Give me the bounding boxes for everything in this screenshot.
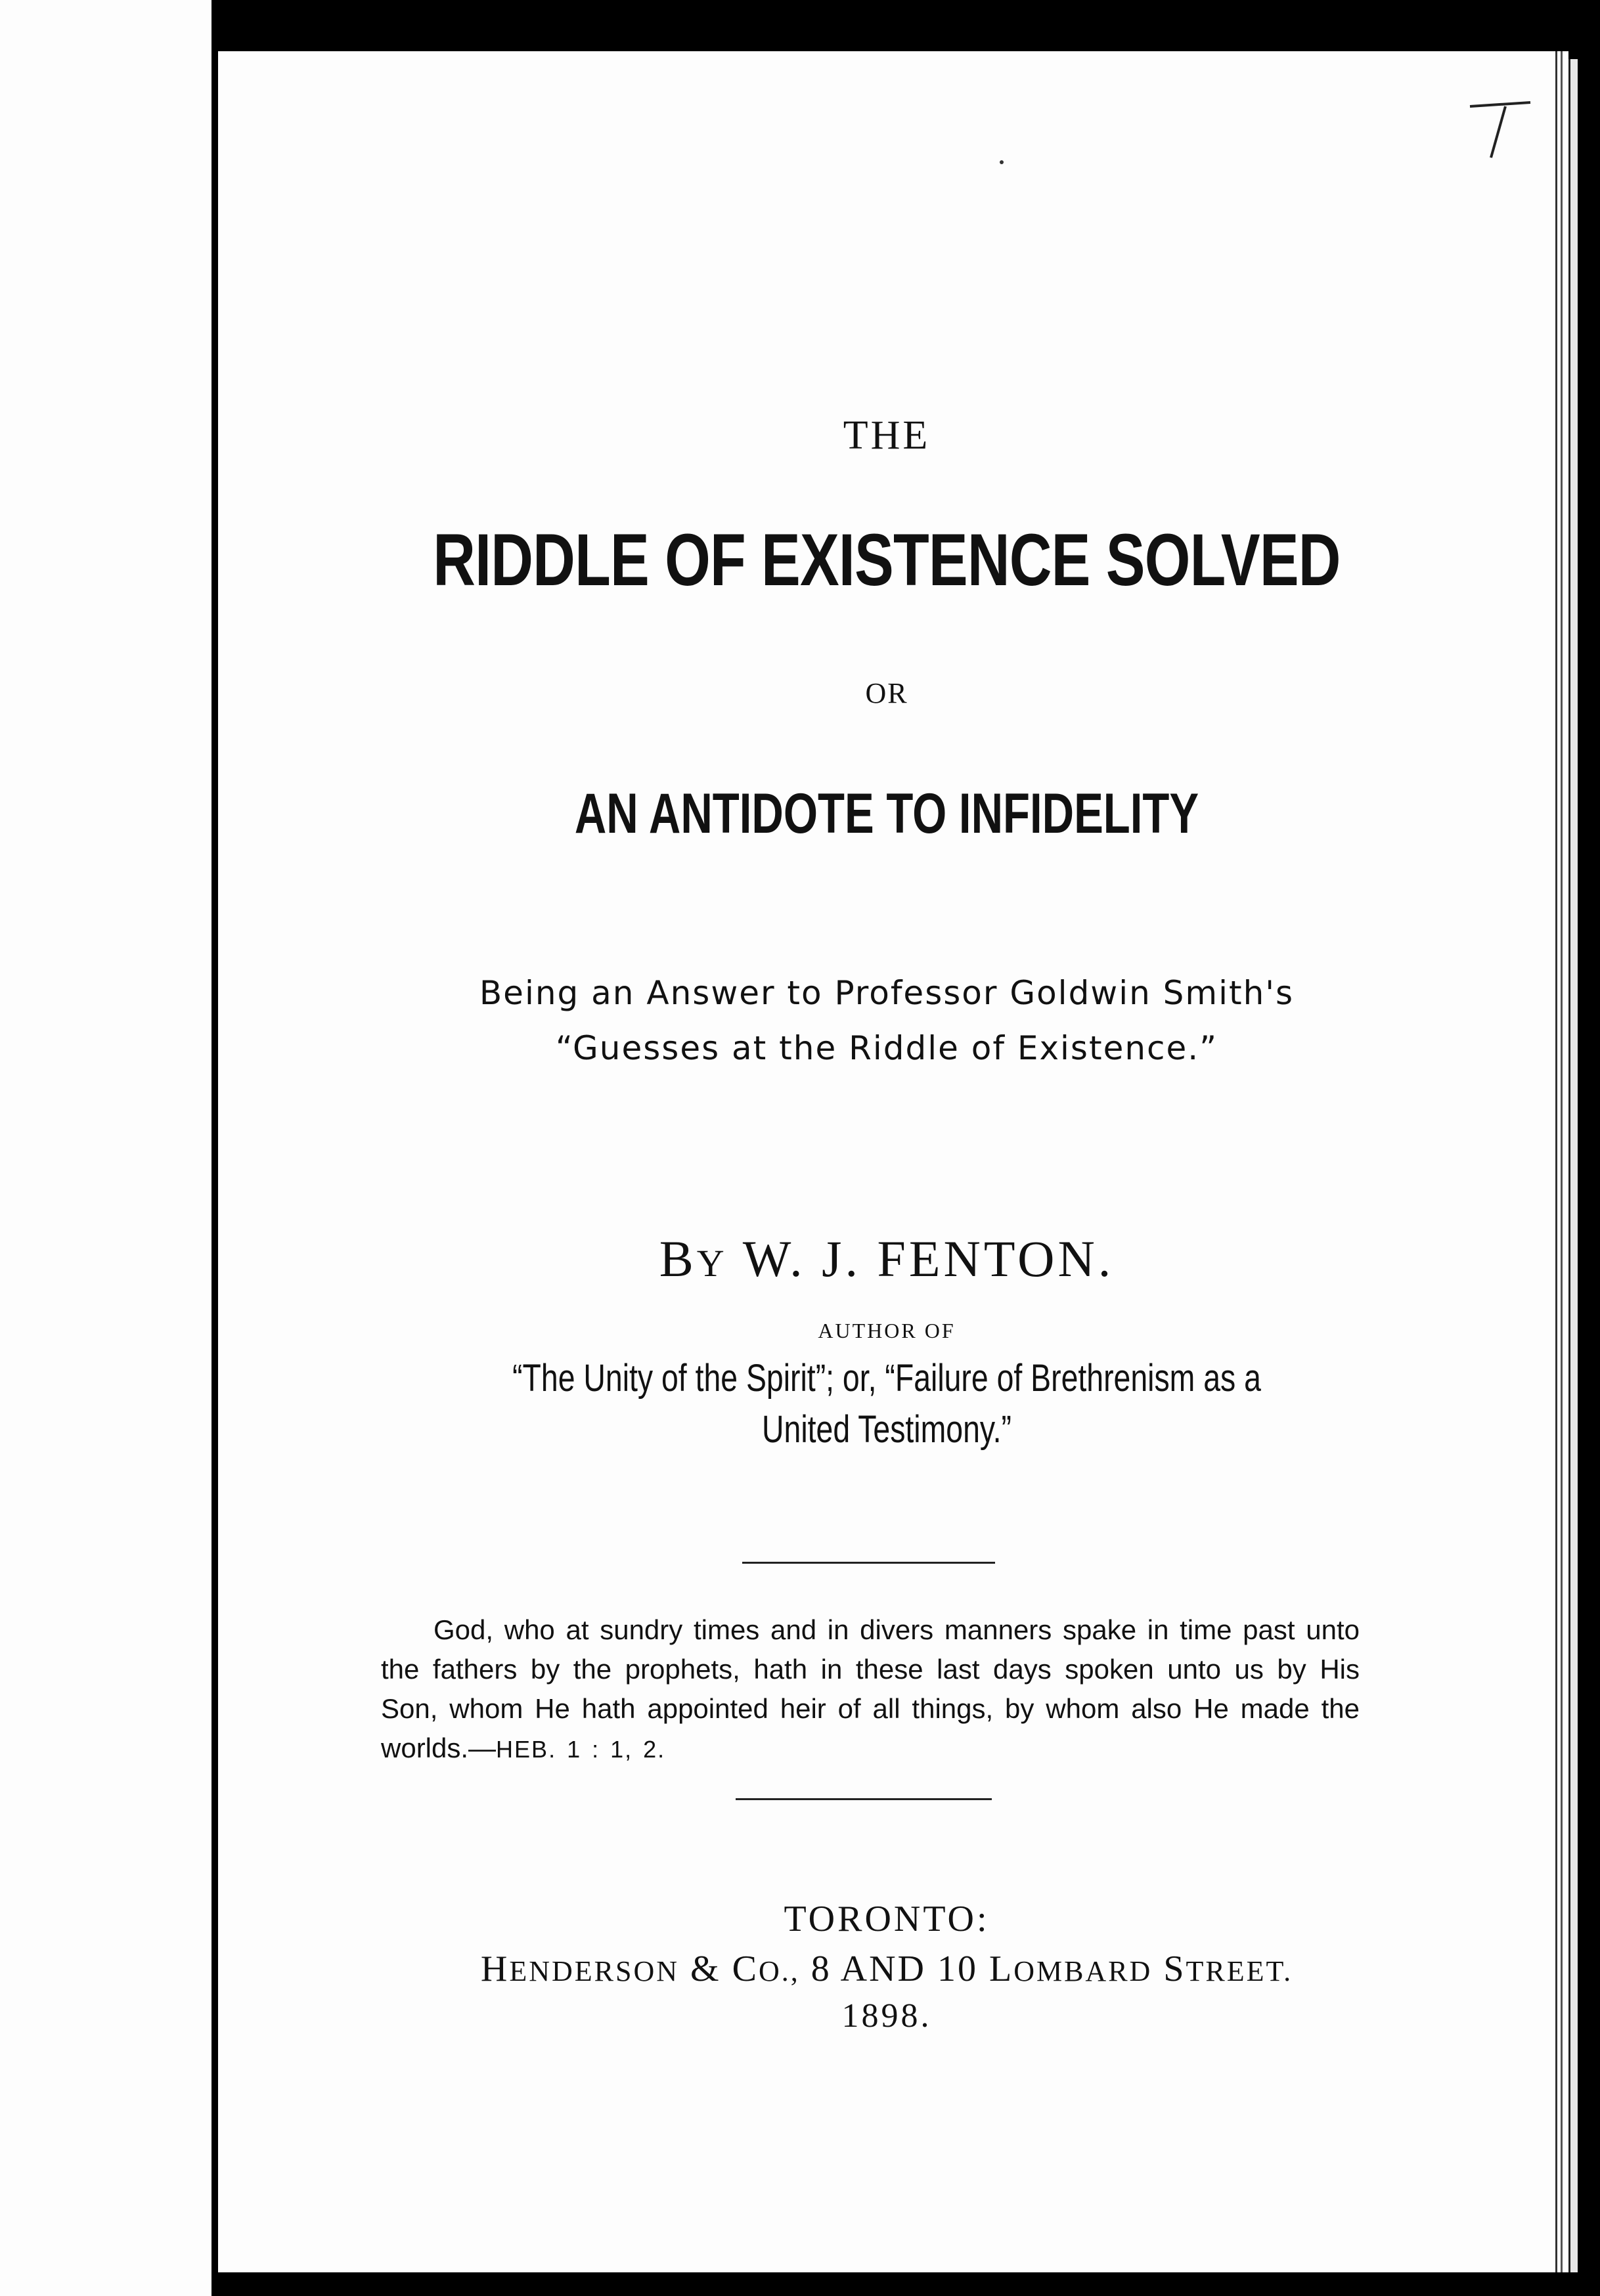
publisher-initial-c: C [732, 1949, 759, 1989]
specks [1000, 160, 1004, 164]
publisher-name-rest: ENDERSON [509, 1955, 680, 1987]
epigraph [381, 1610, 1360, 1769]
byline [218, 1229, 1555, 1289]
subtitle: AN ANTIDOTE TO INFIDELITY [574, 782, 1199, 845]
author-of-label: AUTHOR OF [818, 1319, 956, 1342]
other-work [352, 1353, 1422, 1455]
page-edge [1555, 51, 1568, 2272]
publisher-initial-h: H [480, 1949, 510, 1989]
title-or: OR [865, 677, 908, 709]
other-work-line-1: “The Unity of the Spirit”; or, “Failure of Brethrenism as a [512, 1357, 1261, 1400]
publisher-street-word-rest: TREET. [1186, 1955, 1293, 1987]
publisher-address: 8 AND 10 [799, 1949, 989, 1989]
description-line-1: Being an Answer to Professor Goldwin Smith's [479, 974, 1295, 1012]
imprint-year: 1898. [841, 1997, 932, 2035]
imprint-place: TORONTO: [784, 1899, 990, 1939]
epigraph-text: God, who at sundry times and in divers manners spake in time past unto the fathers by the prophets, hath in these last days spoken unto us by His Son, whom He hath appointed heir of all things, by whom also He made the worlds.— [381, 1614, 1360, 1763]
title-the: THE [843, 413, 931, 458]
description-line-2: “Guesses at the Riddle of Existence.” [555, 1029, 1218, 1067]
book-gutter [211, 0, 218, 2296]
publisher-initial-l: L [989, 1949, 1014, 1989]
publisher-street-rest: OMBARD [1013, 1955, 1153, 1987]
divider-bottom [736, 1798, 992, 1800]
publisher-ampersand: & [679, 1949, 732, 1989]
other-work-line-2: United Testimony.” [762, 1408, 1011, 1451]
folio-mark [1465, 99, 1537, 164]
byline-prefix-small: Y [696, 1242, 728, 1285]
main-title: RIDDLE OF EXISTENCE SOLVED [433, 519, 1341, 601]
description [218, 965, 1555, 1076]
publisher-initial-s: S [1152, 1949, 1186, 1989]
imprint-publisher [218, 1948, 1555, 1990]
publisher-co-rest: O., [758, 1955, 800, 1987]
byline-author: W. J. FENTON. [742, 1230, 1115, 1287]
divider-top [742, 1562, 995, 1564]
epigraph-reference: HEB. 1 : 1, 2. [496, 1736, 666, 1763]
byline-prefix-cap: B [659, 1230, 697, 1287]
page-edge-stack [1568, 59, 1578, 2272]
facing-page [0, 0, 211, 2296]
